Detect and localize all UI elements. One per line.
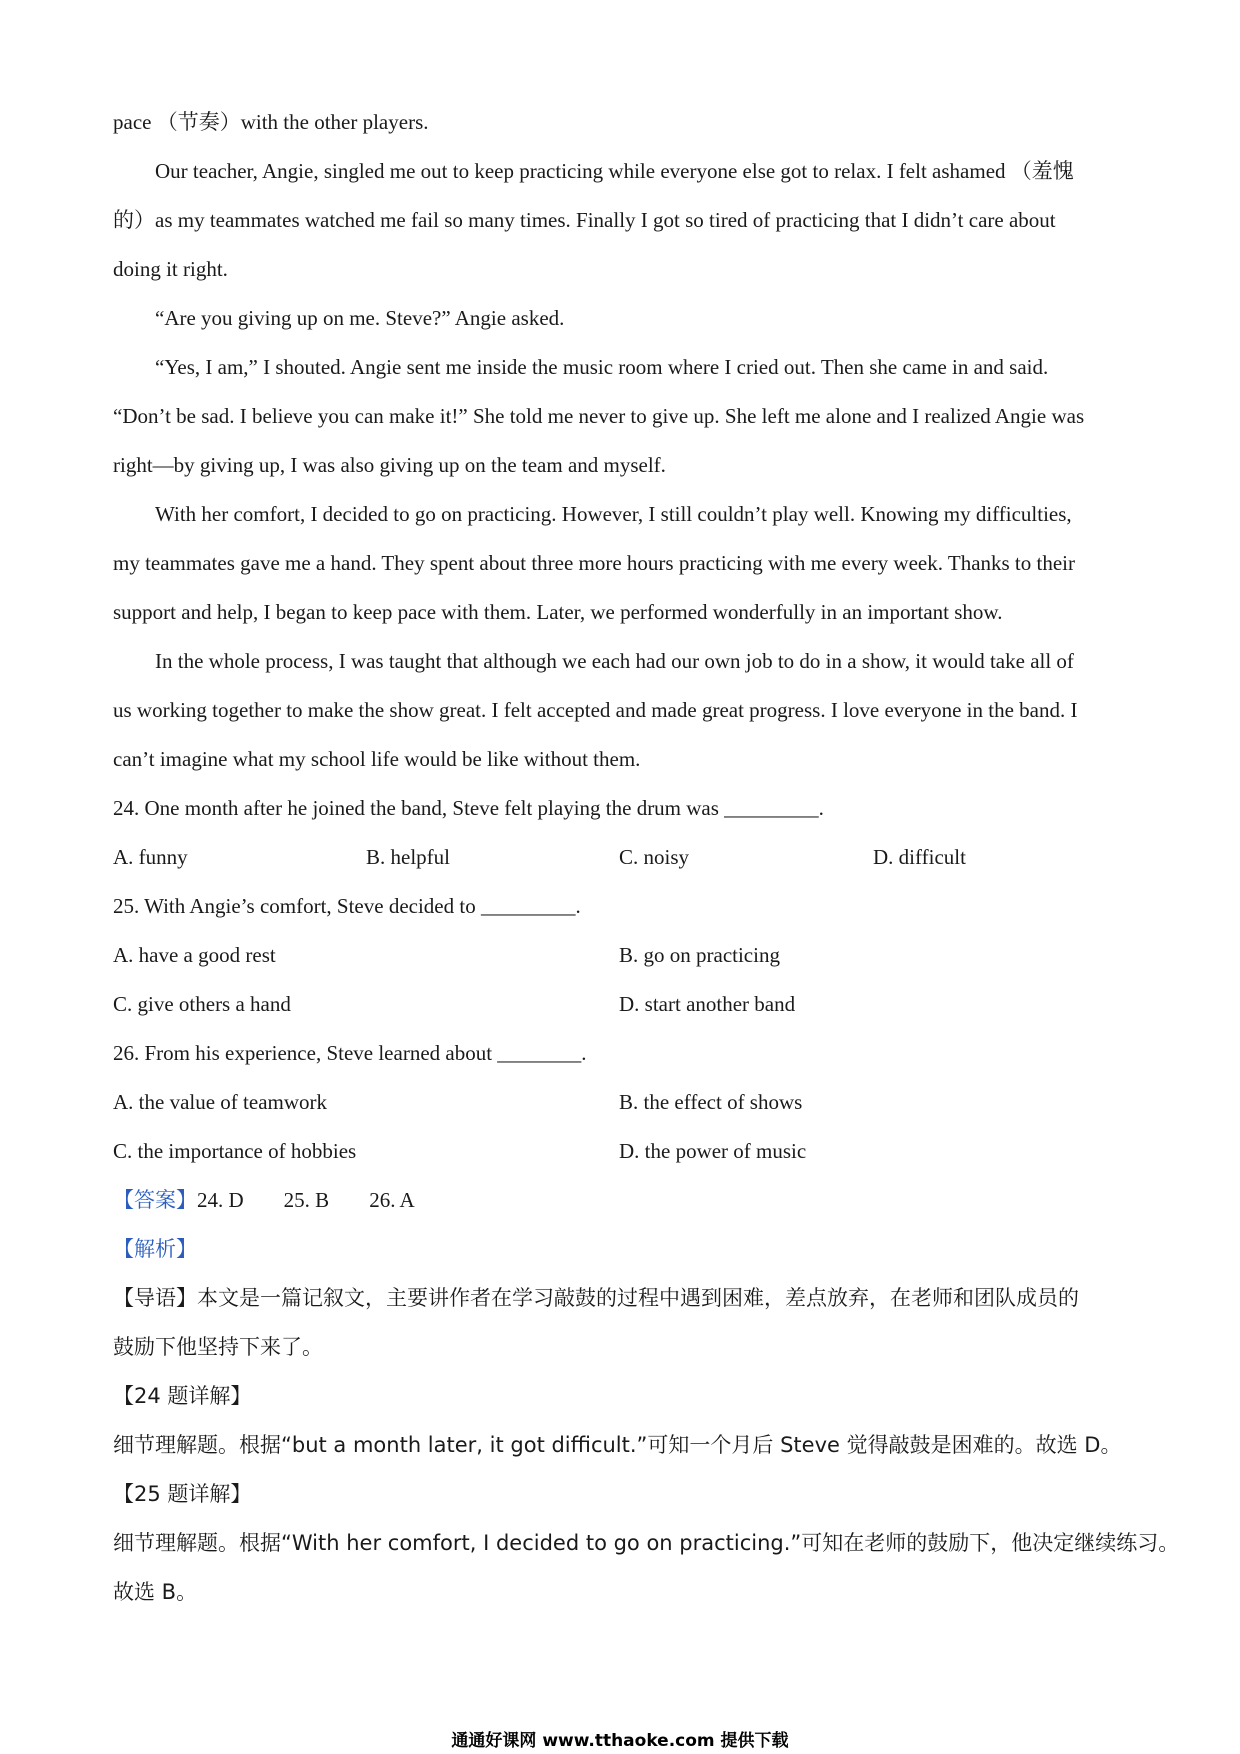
passage-line: pace （节奏）with the other players. [113, 110, 429, 134]
question-26-stem: 26. From his experience, Steve learned about ________. [113, 1041, 587, 1065]
option-d: D. difficult [873, 845, 966, 869]
answer-25: 25. B [283, 1188, 330, 1212]
analysis-label: 【解析】 [113, 1237, 197, 1261]
analysis-intro: 【导语】本文是一篇记叙文，主要讲作者在学习敲鼓的过程中遇到困难，差点放弃，在老师和团队成员的 [113, 1286, 1079, 1310]
option-a: A. the value of teamwork [113, 1090, 328, 1114]
q24-detail-heading: 【24 题详解】 [113, 1384, 252, 1408]
question-25-options-row1 [113, 931, 1133, 980]
question-26-options-row1 [113, 1078, 1133, 1127]
question-24-stem: 24. One month after he joined the band, Steve felt playing the drum was _________. [113, 796, 824, 820]
passage-line: right—by giving up, I was also giving up on the team and myself. [113, 453, 666, 477]
passage-line: In the whole process, I was taught that although we each had our own job to do in a show, it would take all of [155, 649, 1074, 673]
passage-line: With her comfort, I decided to go on practicing. However, I still couldn’t play well. Knowing my difficulties, [155, 502, 1072, 526]
option-b: B. helpful [366, 845, 450, 869]
option-a: A. funny [113, 845, 188, 869]
option-d: D. the power of music [619, 1139, 807, 1163]
passage-line: “Yes, I am,” I shouted. Angie sent me inside the music room where I cried out. Then she came in and said. [155, 355, 1049, 379]
option-d: D. start another band [619, 992, 796, 1016]
passage-line: my teammates gave me a hand. They spent about three more hours practicing with me every week. Thanks to their [113, 551, 1076, 575]
passage-line: support and help, I began to keep pace with them. Later, we performed wonderfully in an important show. [113, 600, 1003, 624]
passage-line: Our teacher, Angie, singled me out to keep practicing while everyone else got to relax. I felt ashamed （羞愧 [155, 159, 1074, 183]
document-page [113, 98, 1180, 1617]
question-25-options-row2 [113, 980, 1133, 1029]
answer-label: 【答案】 [113, 1188, 197, 1212]
answer-24: 24. D [197, 1188, 244, 1212]
answer-line [113, 1176, 1133, 1225]
q24-detail-body: 细节理解题。根据“but a month later, it got difficult.”可知一个月后 Steve 觉得敲鼓是困难的。故选 D。 [113, 1433, 1122, 1457]
question-26-options-row2 [113, 1127, 1133, 1176]
passage-line: “Don’t be sad. I believe you can make it!” She told me never to give up. She left me alone and I realized Angie was [113, 404, 1085, 428]
passage-line: doing it right. [113, 257, 228, 281]
option-b: B. go on practicing [619, 943, 780, 967]
q25-detail-body: 细节理解题。根据“With her comfort, I decided to go on practicing.”可知在老师的鼓励下，他决定继续练习。 [113, 1531, 1180, 1555]
option-a: A. have a good rest [113, 943, 276, 967]
q25-detail-heading: 【25 题详解】 [113, 1482, 252, 1506]
option-c: C. noisy [619, 845, 690, 869]
option-c: C. the importance of hobbies [113, 1139, 357, 1163]
passage-line: 的）as my teammates watched me fail so many times. Finally I got so tired of practicing that I didn’t care about [113, 208, 1056, 232]
page-footer: 通通好课网 www.tthaoke.com 提供下载 [451, 1731, 789, 1751]
passage-line: can’t imagine what my school life would be like without them. [113, 747, 641, 771]
q25-detail-body: 故选 B。 [113, 1580, 198, 1604]
passage-line: “Are you giving up on me. Steve?” Angie asked. [155, 306, 565, 330]
passage-line: us working together to make the show great. I felt accepted and made great progress. I love everyone in the band. I [113, 698, 1078, 722]
option-c: C. give others a hand [113, 992, 291, 1016]
question-24-options [113, 833, 1133, 882]
answer-26: 26. A [369, 1188, 415, 1212]
analysis-intro: 鼓励下他坚持下来了。 [113, 1335, 323, 1359]
question-25-stem: 25. With Angie’s comfort, Steve decided to _________. [113, 894, 581, 918]
option-b: B. the effect of shows [619, 1090, 803, 1114]
